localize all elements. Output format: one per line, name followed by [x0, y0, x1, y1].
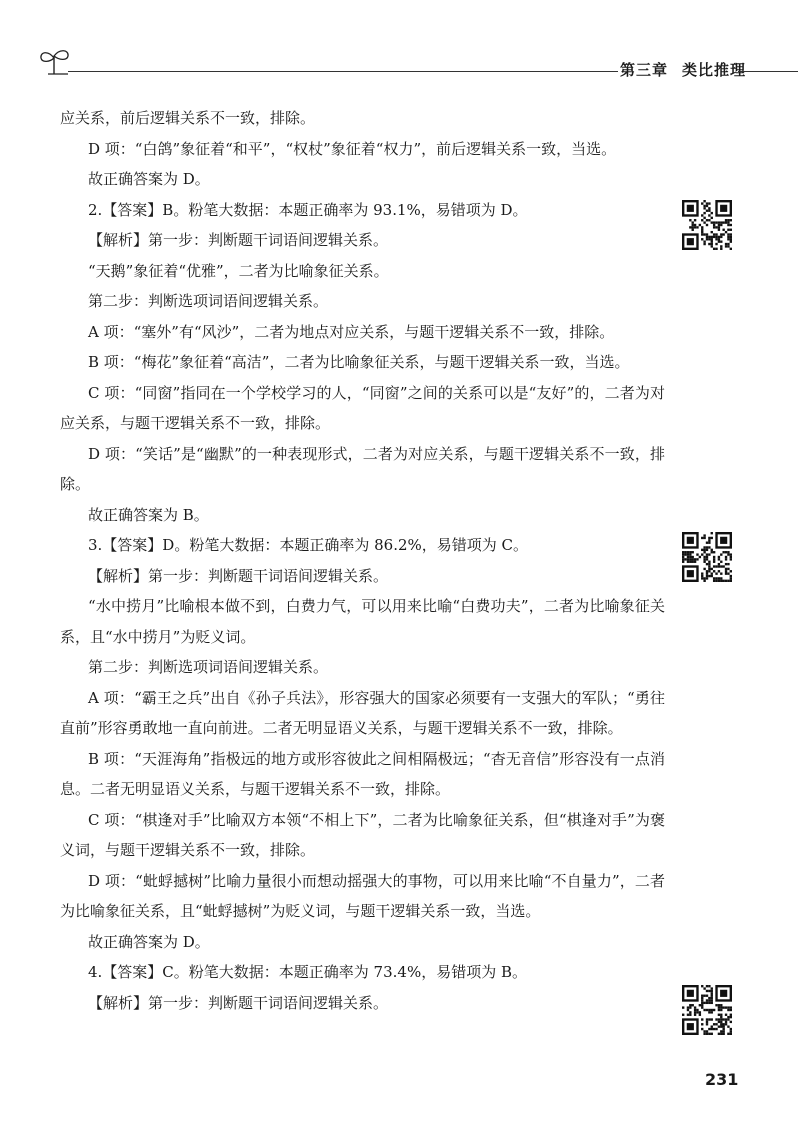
paragraph: A 项：“塞外”有“风沙”，二者为地点对应关系，与题干逻辑关系不一致，排除。: [88, 322, 615, 341]
analysis-heading: 【解析】第一步：判断题干词语间逻辑关系。: [88, 993, 389, 1012]
header-rule-right: [738, 71, 798, 72]
chapter-heading: [620, 59, 760, 80]
paragraph: D 项：“蚍蜉撼树”比喻力量很小而想动摇强大的事物，可以用来比喻“不自量力”，二者为比喻象征关系，且“蚍蜉撼树”为贬义词，与题干逻辑关系一致，当选。: [60, 871, 665, 920]
paragraph: B 项：“天涯海角”指极远的地方或形容彼此之间相隔极远；“杳无音信”形容没有一点消息。二者无明显语义关系，与题干逻辑关系不一致，排除。: [60, 749, 665, 798]
paragraph: 故正确答案为 D。: [88, 170, 210, 188]
body-text: [60, 103, 665, 1018]
answer-heading: 2.【答案】B。粉笔大数据：本题正确率为 93.1%，易错项为 D。: [88, 200, 528, 219]
paragraph: 故正确答案为 B。: [88, 505, 209, 524]
paragraph: C 项：“同窗”指同在一个学校学习的人，“同窗”之间的关系可以是“友好”的，二者为对应关系，与题干逻辑关系不一致，排除。: [60, 383, 665, 432]
header-rule-left: [68, 71, 618, 72]
answer-heading: 3.【答案】D。粉笔大数据：本题正确率为 86.2%，易错项为 C。: [88, 536, 529, 554]
paragraph: D 项：“笑话”是“幽默”的一种表现形式，二者为对应关系，与题干逻辑关系不一致，排除。: [60, 444, 665, 493]
paragraph: “天鹅”象征着“优雅”，二者为比喻象征关系。: [88, 261, 389, 280]
page-header: [38, 46, 798, 86]
page-number: 231: [705, 1070, 739, 1089]
qr-code-icon[interactable]: [682, 200, 732, 250]
paragraph: 第二步：判断选项词语间逻辑关系。: [88, 658, 329, 676]
paragraph: 应关系，前后逻辑关系不一致，排除。: [60, 109, 316, 127]
paragraph: B 项：“梅花”象征着“高洁”，二者为比喻象征关系，与题干逻辑关系一致，当选。: [88, 353, 630, 371]
paragraph: 第二步：判断选项词语间逻辑关系。: [88, 292, 329, 310]
paragraph: 故正确答案为 D。: [88, 932, 210, 951]
sprout-icon: [38, 46, 72, 76]
section-label: 类比推理: [682, 61, 747, 79]
qr-code-icon[interactable]: [682, 532, 732, 582]
paragraph: C 项：“棋逢对手”比喻双方本领“不相上下”，二者为比喻象征关系，但“棋逢对手”为褒义词，与题干逻辑关系不一致，排除。: [60, 810, 665, 859]
analysis-heading: 【解析】第一步：判断题干词语间逻辑关系。: [88, 231, 389, 249]
paragraph: “水中捞月”比喻根本做不到，白费力气，可以用来比喻“白费功夫”，二者为比喻象征关系，且“水中捞月”为贬义词。: [60, 597, 665, 646]
qr-code-icon[interactable]: [682, 985, 732, 1035]
paragraph: D 项：“白鸽”象征着“和平”，“权杖”象征着“权力”，前后逻辑关系一致，当选。: [88, 139, 617, 158]
paragraph: A 项：“霸王之兵”出自《孙子兵法》，形容强大的国家必须要有一支强大的军队；“勇往直前”形容勇敢地一直向前进。二者无明显语义关系，与题干逻辑关系不一致，排除。: [60, 688, 665, 737]
analysis-heading: 【解析】第一步：判断题干词语间逻辑关系。: [88, 566, 389, 585]
answer-heading: 4.【答案】C。粉笔大数据：本题正确率为 73.4%，易错项为 B。: [88, 963, 528, 981]
chapter-label: 第三章: [620, 61, 669, 79]
